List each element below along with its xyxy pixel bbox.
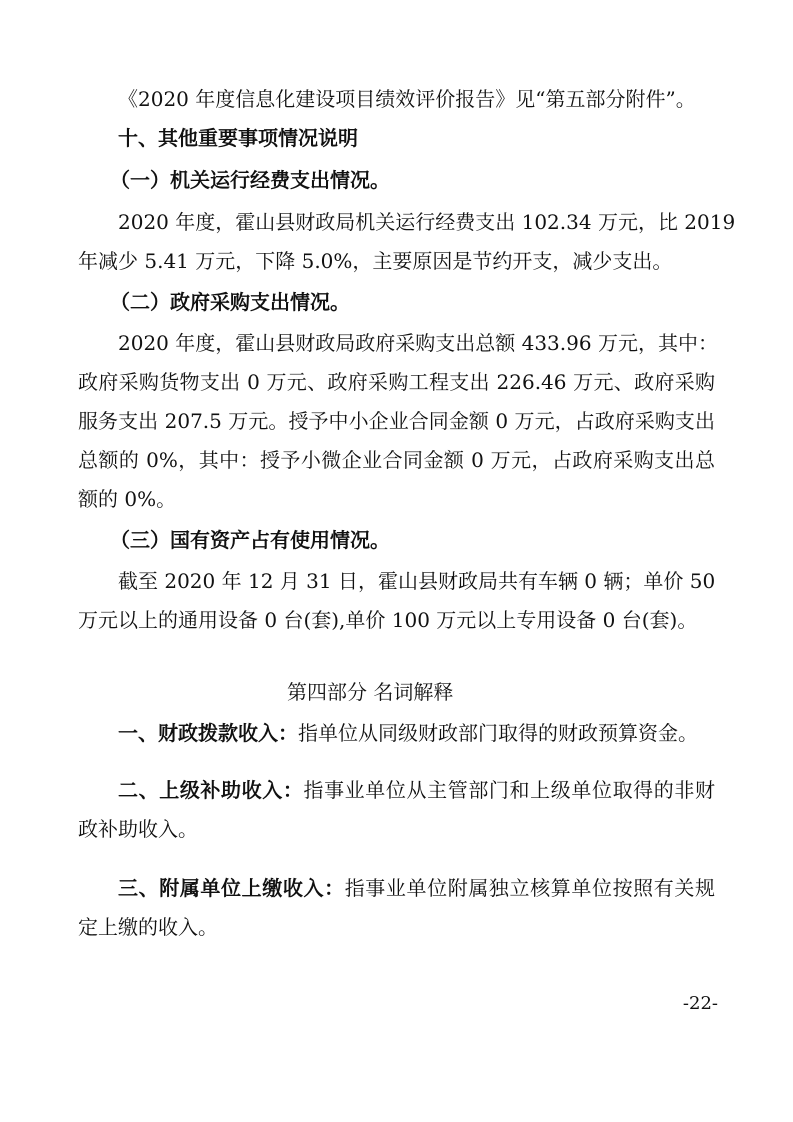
term-3-line-2: 定上缴的收入。 <box>78 915 218 939</box>
subsection-2-heading: （二）政府采购支出情况。 <box>110 290 350 314</box>
intro-line: 《2020 年度信息化建设项目绩效评价报告》见“第五部分附件”。 <box>118 87 696 111</box>
term-2-text: 指事业单位从主管部门和上级单位取得的非财 <box>303 778 716 802</box>
term-1-label: 一、财政拨款收入： <box>118 721 298 745</box>
subsection-3-line-1: 截至 2020 年 12 月 31 日，霍山县财政局共有车辆 0 辆；单价 50 <box>118 569 716 593</box>
subsection-2-line-4: 总额的 0%，其中：授予小微企业合同金额 0 万元，占政府采购支出总 <box>78 448 715 472</box>
subsection-2-line-2: 政府采购货物支出 0 万元、政府采购工程支出 226.46 万元、政府采购 <box>78 370 715 394</box>
subsection-1-heading: （一）机关运行经费支出情况。 <box>110 168 390 192</box>
term-2-label: 二、上级补助收入： <box>118 778 304 802</box>
page-number: -22- <box>682 993 718 1014</box>
term-3-label: 三、附属单位上缴收入： <box>118 876 345 900</box>
subsection-2-line-5: 额的 0%。 <box>78 487 177 511</box>
subsection-3-line-2: 万元以上的通用设备 0 台(套),单价 100 万元以上专用设备 0 台(套)。 <box>78 608 698 632</box>
term-3-line-1 <box>118 874 715 902</box>
term-2-line-2: 政补助收入。 <box>78 817 198 841</box>
subsection-2-line-3: 服务支出 207.5 万元。授予中小企业合同金额 0 万元，占政府采购支出 <box>78 409 715 433</box>
term-1 <box>118 719 698 747</box>
section-10-heading: 十、其他重要事项情况说明 <box>118 126 358 150</box>
subsection-1-line-1: 2020 年度，霍山县财政局机关运行经费支出 102.34 万元，比 2019 <box>118 210 736 234</box>
subsection-3-heading: （三）国有资产占有使用情况。 <box>110 528 390 552</box>
subsection-2-line-1: 2020 年度，霍山县财政局政府采购支出总额 433.96 万元，其中： <box>118 331 718 355</box>
subsection-1-line-2: 年减少 5.41 万元，下降 5.0%，主要原因是节约开支，减少支出。 <box>78 249 673 273</box>
part4-title: 第四部分 名词解释 <box>287 680 454 704</box>
term-1-text: 指单位从同级财政部门取得的财政预算资金。 <box>298 721 698 745</box>
term-3-text: 指事业单位附属独立核算单位按照有关规 <box>344 876 716 900</box>
term-2-line-1 <box>118 776 715 804</box>
